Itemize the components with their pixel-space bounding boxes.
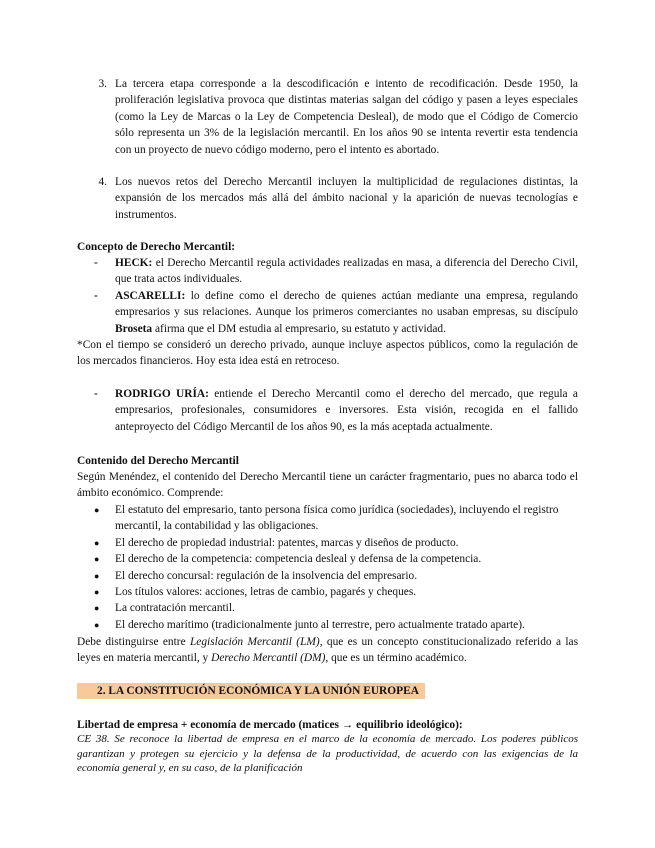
dash-marker: - <box>94 257 98 269</box>
list-item: ● El derecho marítimo (tradicionalmente junto al terrestre, pero actualmente tratado aparte). <box>77 617 578 633</box>
contenido-closing: Debe distinguirse entre Legislación Mercantil (LM), que es un concepto constitucionalizado referido a las leyes en materia mercantil, y Derecho Mercantil (DM), que es un término académico. <box>77 636 578 665</box>
author-name: ASCARELLI: <box>115 290 186 302</box>
heck-item <box>77 255 578 288</box>
list-item: ● El derecho de la competencia: competencia desleal y defensa de la competencia. <box>77 551 578 567</box>
numbered-item-4 <box>77 174 578 223</box>
contenido-intro: Según Menéndez, el contenido del Derecho Mercantil tiene un carácter fragmentario, pues no abarca todo el ámbito económico. Comprende: <box>77 471 578 500</box>
section-2-heading: 2. LA CONSTITUCIÓN ECONÓMICA Y LA UNIÓN EUROPEA <box>77 683 425 699</box>
bullet-icon: ● <box>94 603 100 614</box>
libertad-subheading: Libertad de empresa + economía de mercado (matices → equilibrio ideológico): <box>77 719 463 731</box>
concepto-heading: Concepto de Derecho Mercantil: <box>77 241 236 253</box>
list-item: ● Los títulos valores: acciones, letras de cambio, pagarés y cheques. <box>77 584 578 600</box>
bullet-icon: ● <box>94 505 100 515</box>
ce38-text: CE 38. Se reconoce la libertad de empresa en el marco de la economía de mercado. Los poderes públicos garantizan y protegen su ejercicio y la defensa de la productividad, de acuerdo con las exigencias de la economía general y, en su caso, de la planificación <box>77 733 578 775</box>
bullet-icon: ● <box>94 554 100 565</box>
section-2-heading-row <box>77 683 578 699</box>
author-name: RODRIGO URÍA: <box>115 388 209 400</box>
broseta-name: Broseta <box>115 322 153 335</box>
item-text: Los nuevos retos del Derecho Mercantil incluyen la multiplicidad de regulaciones distintas, la expansión de los mercados más allá del ámbito nacional y la aparición de nuevas tecnologías e instrumentos. <box>115 176 578 221</box>
bullet-icon: ● <box>94 570 100 581</box>
lm-term: Legislación Mercantil (LM) <box>189 636 320 648</box>
uria-item <box>77 386 578 435</box>
dash-marker: - <box>94 290 98 302</box>
list-item: ● La contratación mercantil. <box>77 600 578 616</box>
list-item: ● El derecho concursal: regulación de la insolvencia del empresario. <box>77 568 578 584</box>
dm-term: Derecho Mercantil (DM) <box>211 652 326 665</box>
concepto-note: *Con el tiempo se consideró un derecho privado, aunque incluye aspectos públicos, como la regulación de los mercados financieros. Hoy esta idea está en retroceso. <box>77 339 578 368</box>
ascarelli-text: ASCARELLI: lo define como el derecho de quienes actúan mediante una empresa, regulando empresarios y sus relaciones. Aunque los primeros comerciantes no usaban empresas, su discípulo Broseta afirma que el DM estudia al empresario, su estatuto y actividad. <box>115 290 578 335</box>
numbered-item-3 <box>77 76 578 158</box>
item-number: 3. <box>98 78 107 90</box>
list-item: ● El derecho de propiedad industrial: patentes, marcas y diseños de producto. <box>77 535 578 551</box>
bullet-icon: ● <box>94 619 100 630</box>
list-item: ● El estatuto del empresario, tanto persona física como jurídica (sociedades), incluyendo el registro mercantil, la contabilidad y las obligaciones. <box>77 502 578 535</box>
author-name: HECK: <box>115 257 153 269</box>
ascarelli-item <box>77 288 578 337</box>
heck-text: HECK: el Derecho Mercantil regula actividades realizadas en masa, a diferencia del Derecho Civil, que trata actos individuales. <box>115 257 578 286</box>
dash-marker: - <box>94 388 98 400</box>
item-number: 4. <box>98 176 107 188</box>
bullet-icon: ● <box>94 587 100 598</box>
bullet-icon: ● <box>94 537 100 548</box>
uria-text: RODRIGO URÍA: entiende el Derecho Mercantil como el derecho del mercado, que regula a empresarios, profesionales, consumidores e inversores. Esta visión, recogida en el fallido anteproyecto del Código Mercantil de los años 90, es la más aceptada actualmente. <box>115 388 578 433</box>
contenido-heading: Contenido del Derecho Mercantil <box>77 455 239 467</box>
item-text: La tercera etapa corresponde a la descodificación e intento de recodificación. Desde 1950, la proliferación legislativa provoca que distintas materias salgan del código y pasen a leyes especiales (como la Ley de Marcas o la Ley de Competencia Desleal), de modo que el Código de Comercio sólo representa un 3% de la legislación mercantil. En los años 90 se intenta revertir esta tendencia con un proyecto de nuevo código moderno, pero el intento es abortado. <box>115 78 578 156</box>
contenido-list <box>77 502 578 633</box>
